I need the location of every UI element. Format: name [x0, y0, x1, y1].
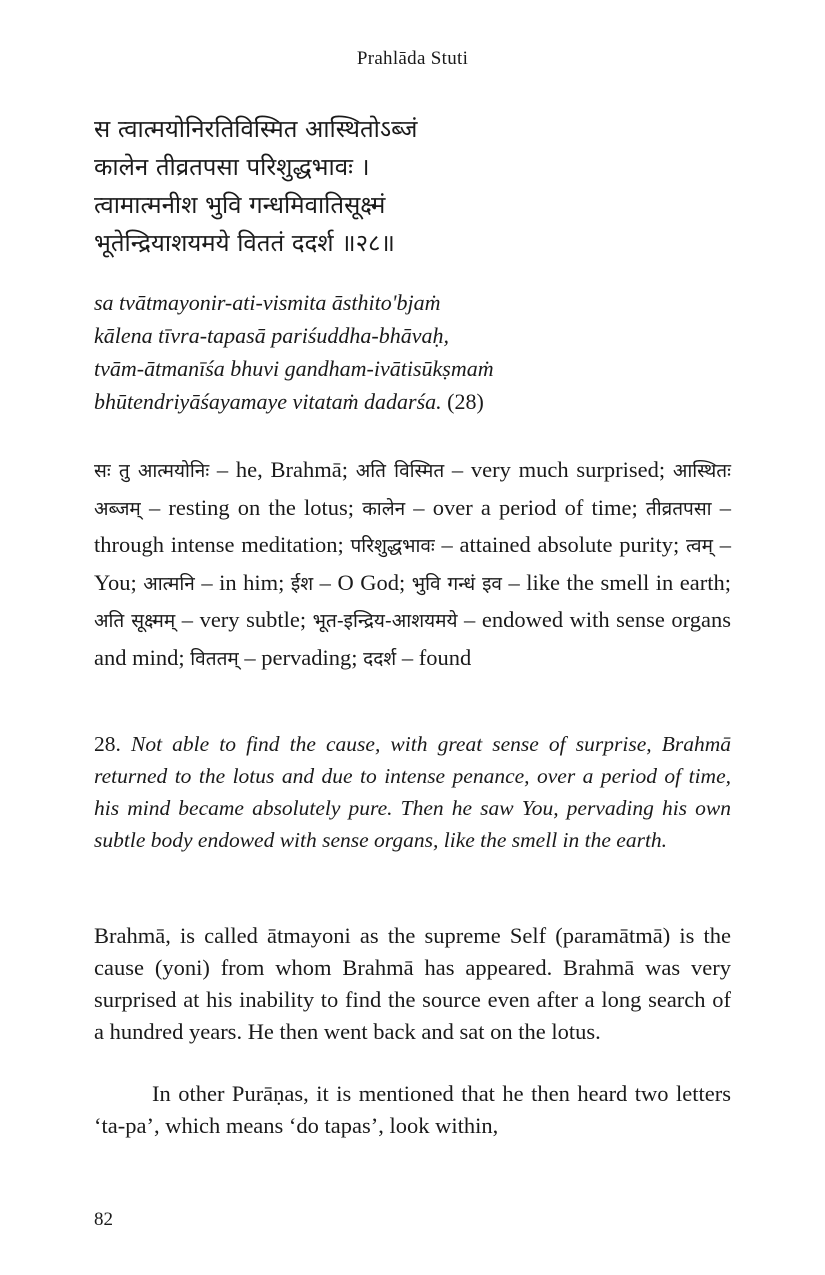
verse-transliteration-line [94, 385, 734, 418]
verse-transliteration-line: sa tvātmayonir-ati-vismita āsthito'bjaṁ [94, 290, 441, 315]
gloss-meaning: – attained absolute purity; [434, 532, 687, 557]
commentary-paragraph: Brahmā, is called ātmayoni as the supreme Self (paramātmā) is the cause (yoni) from whom Brahmā has appeared. Brahmā was very surprised at his inability to find the source even after a long search of a hundred years. He then went back and sat on the lotus. [94, 923, 731, 1044]
verse-transliteration-line: tvām-ātmanīśa bhuvi gandham-ivātisūkṣmaṁ [94, 356, 494, 381]
gloss-meaning: – O God; [313, 569, 412, 595]
verse-transliteration [94, 286, 734, 418]
gloss-term: अति सूक्ष्मम् [94, 610, 176, 632]
translation-text: Not able to find the cause, with great sense of surprise, Brahmā returned to the lotus and due to intense penance, over a period of time, his mind became absolutely pure. Then he saw You, pervading his own subtle body endowed with sense organs, like the smell in the earth. [94, 732, 731, 852]
word-gloss [94, 452, 731, 677]
commentary-paragraph: In other Purāṇas, it is mentioned that he then heard two letters ‘ta-pa’, which means ‘do tapas’, look within, [94, 1081, 731, 1138]
page-number: 82 [94, 1209, 113, 1230]
gloss-meaning: – You; [94, 532, 731, 595]
gloss-meaning: – endowed with sense organs and mind; [94, 607, 731, 670]
gloss-term: अति विस्मित [355, 460, 445, 482]
verse-devanagari-line: कालेन तीव्रतपसा परिशुद्धभावः । [94, 153, 370, 181]
verse-devanagari-line: स त्वात्मयोनिरतिविस्मित आस्थितोऽब्जं [94, 115, 418, 143]
gloss-term: भूत-इन्द्रिय-आशयमये [312, 610, 458, 632]
verse-number: (28) [447, 389, 484, 414]
gloss-meaning: – resting on the lotus; [140, 494, 363, 520]
gloss-meaning: – he, Brahmā; [209, 457, 356, 482]
gloss-term: भुवि गन्धं इव [411, 572, 502, 595]
gloss-meaning: – over a period of time; [405, 494, 646, 520]
gloss-term: परिशुद्धभावः [350, 535, 435, 557]
gloss-meaning: – through intense meditation; [94, 494, 731, 557]
gloss-meaning: – pervading; [238, 644, 364, 670]
gloss-meaning: – like the smell in earth; [501, 569, 732, 595]
gloss-meaning: – in him; [194, 569, 291, 595]
gloss-term: तीव्रतपसा [645, 497, 712, 520]
gloss-term: कालेन [362, 497, 406, 520]
verse-devanagari-line: भूतेन्द्रियाशयमये विततं ददर्श ॥२८॥ [94, 229, 395, 257]
commentary [94, 920, 731, 1142]
gloss-term: सः तु आत्मयोनिः [94, 460, 210, 482]
gloss-term: त्वम् [686, 535, 713, 557]
gloss-term: आत्मनि [143, 572, 195, 595]
gloss-term: ईश [290, 572, 314, 595]
translation-number: 28. [94, 732, 121, 756]
verse-transliteration-line: kālena tīvra-tapasā pariśuddha-bhāvaḥ, [94, 323, 450, 348]
gloss-meaning: – found [396, 644, 472, 670]
running-head: Prahlāda Stuti [356, 48, 469, 69]
verse-translation [94, 728, 731, 856]
gloss-term: आस्थितः अब्जम् [94, 460, 731, 520]
gloss-meaning: – very subtle; [175, 607, 313, 632]
gloss-term: विततम् [190, 647, 239, 670]
verse-transliteration-text: bhūtendriyāśayamaye vitataṁ dadarśa. [94, 389, 442, 414]
gloss-term: ददर्श [363, 647, 397, 670]
gloss-meaning: – very much surprised; [444, 457, 673, 482]
verse-devanagari-line: त्वामात्मनीश भुवि गन्धमिवातिसूक्ष्मं [94, 191, 386, 219]
verse-devanagari [94, 110, 734, 262]
